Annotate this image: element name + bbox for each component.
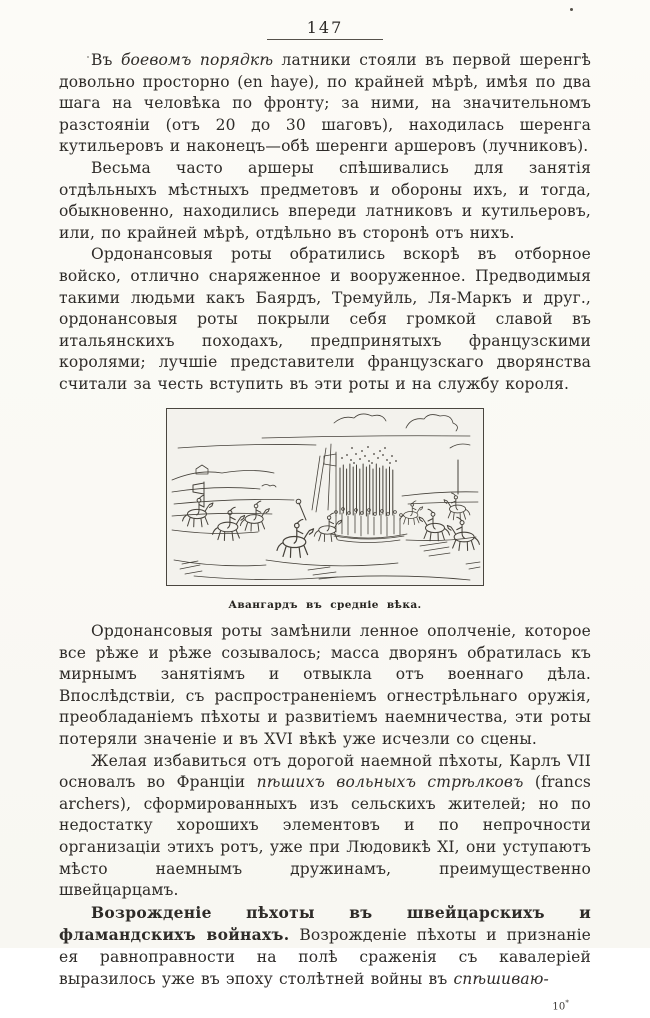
ink-speck bbox=[87, 56, 89, 58]
italic-text-run: спѣшиваю- bbox=[453, 969, 549, 988]
figure-engraving bbox=[166, 408, 484, 617]
text-run: Ордонансовыя роты обратились вскорѣ въ отборное войско, отлично снаряженное и вооруженное. Предводимыя такими людьми какъ Баярдъ, Тремуйль, Ля-Маркъ и друг., ордонансовыя роты покрыли себя громкой славой въ итальянскихъ походахъ, предпринятыхъ французскими королями; лучшіе представители французскаго дворянства считали за честь вступить въ эти роты и на службу короля. bbox=[59, 245, 591, 393]
paragraph bbox=[59, 158, 591, 244]
text-run: Весьма часто аршеры спѣшивались для занятія отдѣльныхъ мѣстныхъ предметовъ и обороны ихъ, и тогда, обыкновенно, находились впереди латниковъ и кутильеровъ, или, по крайней мѣрѣ, отдѣльно въ сторонѣ отъ нихъ. bbox=[59, 158, 591, 242]
paragraph bbox=[59, 50, 591, 158]
text-run: Въ bbox=[91, 51, 121, 69]
page-number: 147 bbox=[267, 18, 384, 40]
signature-mark bbox=[59, 993, 591, 1018]
page-header bbox=[0, 0, 650, 40]
paragraph bbox=[59, 244, 591, 395]
text-run: латники стояли въ первой шеренгѣ довольно просторно (en haye), по крайней мѣрѣ, имѣя по два шага на человѣка по фронту; за ними, на значительномъ разстояніи (отъ 20 до 30 шаговъ), находилась шеренга кутильеровъ и наконецъ—обѣ шеренги аршеровъ (лучниковъ). bbox=[59, 51, 591, 156]
text-run: Желая избавиться отъ дорогой наемной пѣхоты, Карлъ VII основалъ во Франціи bbox=[59, 751, 591, 792]
text-run: (francs archers), сформированныхъ изъ сельскихъ жителей; но по недостатку хорошихъ элементовъ и по непрочности организаціи этихъ ротъ, уже при Людовикѣ XI, они уступаютъ мѣсто наемнымъ дружинамъ, преимущественно швейцарцамъ. bbox=[59, 773, 591, 900]
signature-number: 10 bbox=[552, 1001, 566, 1013]
paragraph bbox=[59, 751, 591, 902]
paragraph bbox=[59, 902, 591, 990]
text-run: Возрожденіе пѣхоты и признаніе ея равноправности на полѣ сраженія съ кавалеріей выразилось уже въ эпоху столѣтней войны въ bbox=[59, 926, 591, 988]
text-block bbox=[59, 50, 591, 1018]
ink-speck bbox=[570, 8, 573, 11]
figure-caption: Авангардъ въ средніе вѣка. bbox=[228, 598, 422, 611]
italic-text-run: боевомъ порядкѣ bbox=[120, 51, 274, 69]
signature-star: * bbox=[565, 999, 569, 1008]
italic-text-run: пѣшихъ вольныхъ стрѣлковъ bbox=[256, 773, 524, 792]
paragraph bbox=[59, 621, 591, 751]
medieval-vanguard-illustration bbox=[166, 408, 484, 586]
text-run: Ордонансовыя роты замѣнили ленное ополченіе, которое все рѣже и рѣже созывалось; масса дворянъ обратилась къ мирнымъ занятіямъ и отвыкла отъ военнаго дѣла. Впослѣдствіи, съ распространеніемъ огнестрѣльнаго оружія, преобладаніемъ пѣхоты и развитіемъ наемничества, эти роты потеряли значеніе и въ XVI вѣкѣ уже исчезли со сцены. bbox=[59, 622, 591, 749]
bold-section-lead: Возрожденіе пѣхоты въ швейцарскихъ и фламандскихъ войнахъ. bbox=[59, 902, 591, 945]
